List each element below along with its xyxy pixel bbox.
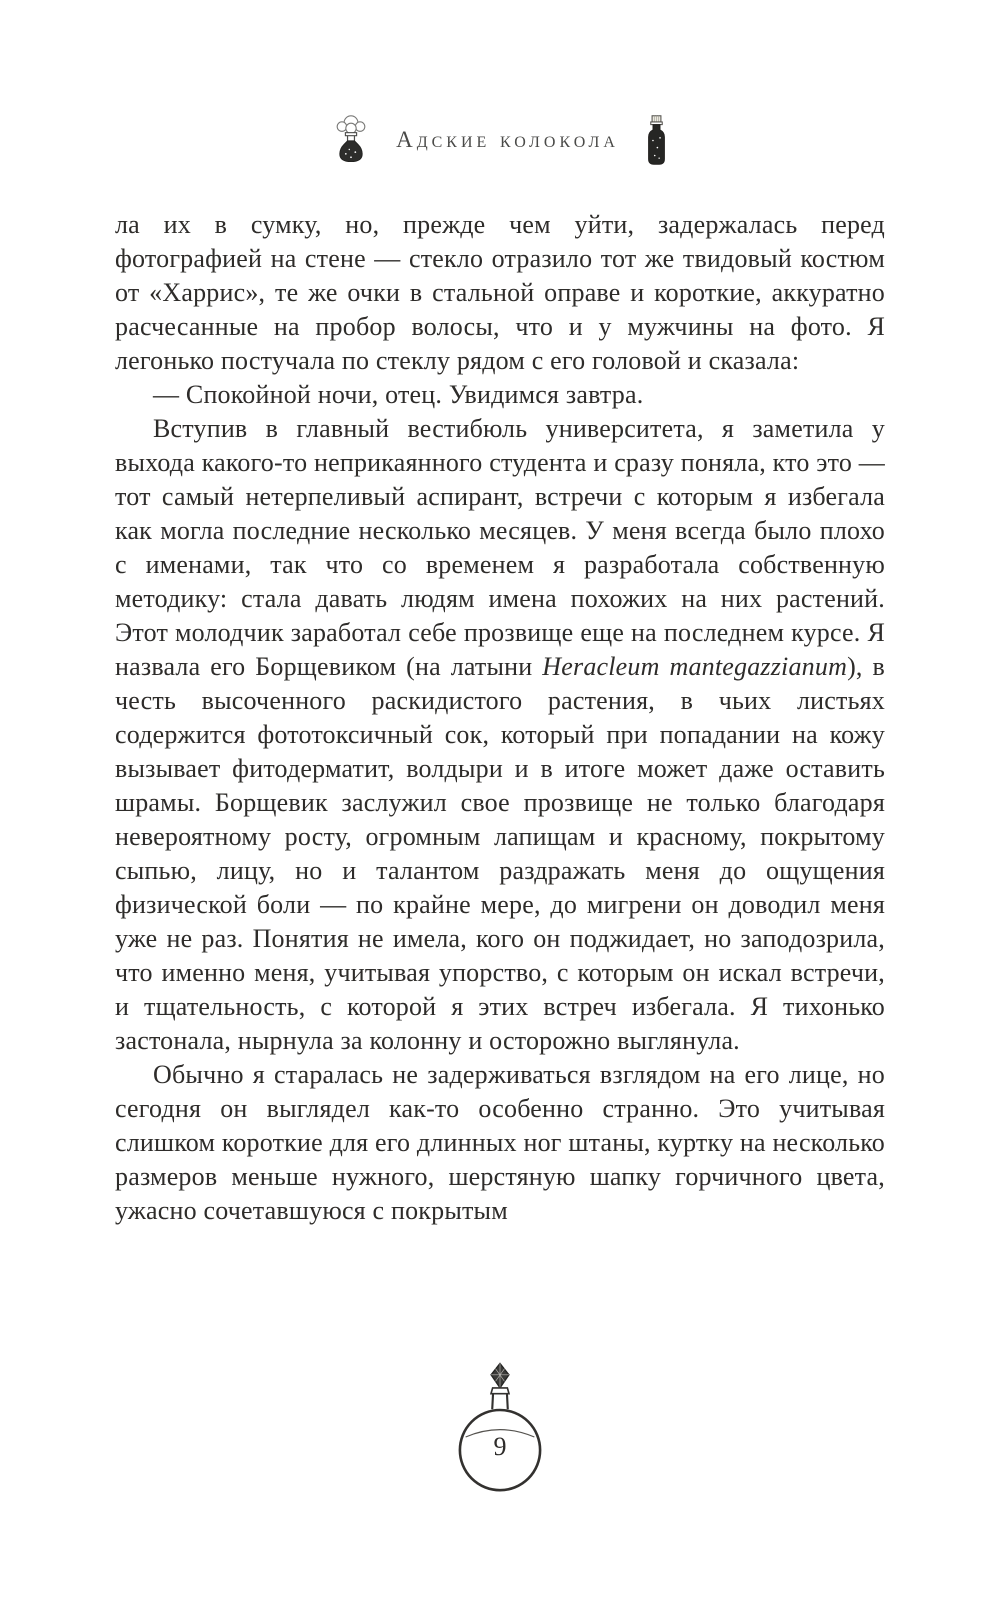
smoking-flask-icon	[332, 114, 370, 166]
round-flask-icon	[455, 1360, 545, 1496]
book-title: Адские колокола	[396, 127, 619, 152]
dialogue-line: — Спокойной ночи, отец. Увидимся завтра.	[153, 380, 644, 409]
potion-bottle-icon	[645, 114, 668, 167]
page-number: 9	[493, 1432, 507, 1461]
paragraph-continuation: ла их в сумку, но, прежде чем уйти, задержалась перед фотографией на стене — стекло отразило тот же твидовый костюм от «Харрис», те же очки в стальной оправе и короткие, аккуратно расчесанные на пробор волосы, что и у мужчины на фото. Я легонько постучала по стеклу рядом с его головой и сказала:	[115, 210, 885, 375]
paragraph-text: ), в честь высоченного раскидистого растения, в чьих листьях содержится фототоксичный сок, который при попадании на кожу вызывает фитодерматит, волдыри и в итоге может даже оставить шрамы. Борщевик заслужил свое прозвище не только благодаря невероятному росту, огромным лапищам и красному, покрытому сыпью, лицу, но и талантом раздражать меня до ощущения физической боли — по крайне мере, до мигрени он доводил меня уже не раз. Понятия не имела, кого он поджидает, но заподозрила, что именно меня, учитывая упорство, с которым он искал встречи, и тщательность, с которой я этих встреч избегала. Я тихонько застонала, нырнула за колонну и осторожно выглянула.	[115, 652, 885, 1055]
paragraph: Обычно я старалась не задерживаться взглядом на его лице, но сегодня он выглядел как-то особенно странно. Это учитывая слишком короткие для его длинных ног штаны, куртку на несколько размеров меньше нужного, шерстяную шапку горчичного цвета, ужасно сочетавшуюся с покрытым	[115, 1060, 885, 1225]
page-header	[0, 0, 1000, 168]
paragraph	[115, 412, 885, 1058]
body-text	[115, 208, 885, 1228]
page-footer	[0, 1360, 1000, 1496]
paragraph-text: Вступив в главный вестибюль университета, я заметила у выхода какого-то неприкаянного студента и сразу поняла, кто это — тот самый нетерпеливый аспирант, встречи с которым я избегала как могла последние несколько месяцев. У меня всегда было плохо с именами, так что со временем я разработала собственную методику: стала давать людям имена похожих на них растений. Этот молодчик заработал себе прозвище еще на последнем курсе. Я назвала его Борщевиком (на латыни	[115, 414, 885, 681]
latin-species-name: Heracleum mantegazzianum	[542, 652, 848, 681]
